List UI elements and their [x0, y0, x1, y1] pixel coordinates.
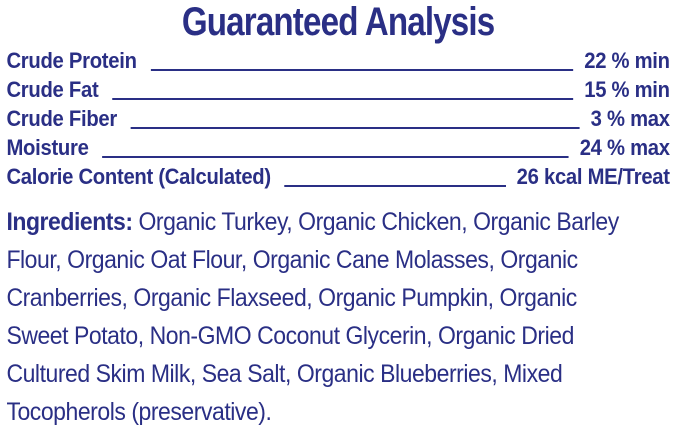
- analysis-row-value: 26 kcal ME/Treat: [516, 164, 670, 189]
- ingredients-line: Cultured Skim Milk, Sea Salt, Organic Blueberries, Mixed: [6, 360, 563, 388]
- ingredients-line: Cranberries, Organic Flaxseed, Organic Pumpkin, Organic: [6, 284, 577, 312]
- analysis-row-value: 24 % max: [579, 135, 670, 160]
- analysis-row-label: Moisture: [6, 135, 89, 160]
- ingredients-line: Flour, Organic Oat Flour, Organic Cane Molasses, Organic: [6, 246, 578, 274]
- leader-line: [150, 69, 573, 71]
- analysis-row-label: Crude Fat: [6, 77, 99, 102]
- analysis-row-crude-fat: [6, 74, 669, 103]
- leader-line: [285, 185, 506, 187]
- analysis-row-crude-fiber: [6, 103, 669, 132]
- analysis-row-value: 15 % min: [584, 77, 670, 102]
- ingredients-line: Sweet Potato, Non-GMO Coconut Glycerin, Organic Dried: [6, 322, 574, 350]
- analysis-row-calorie-content: [6, 161, 669, 190]
- ingredients-section: [6, 203, 669, 428]
- analysis-row-label: Crude Protein: [6, 48, 137, 73]
- ingredients-line: Tocopherols (preservative).: [6, 398, 272, 426]
- ingredients-text: Organic Turkey, Organic Chicken, Organic Barley: [138, 208, 619, 236]
- panel-title: Guaranteed Analysis: [181, 0, 495, 44]
- analysis-row-value: 3 % max: [590, 106, 670, 131]
- analysis-row-label: Crude Fiber: [6, 106, 117, 131]
- leader-line: [102, 156, 568, 158]
- analysis-row-label: Calorie Content (Calculated): [6, 164, 271, 189]
- analysis-row-crude-protein: [6, 45, 669, 74]
- analysis-table: [6, 45, 669, 190]
- leader-line: [131, 127, 580, 129]
- ingredients-label: Ingredients:: [6, 208, 133, 236]
- leader-line: [112, 98, 573, 100]
- analysis-row-value: 22 % min: [584, 48, 670, 73]
- analysis-row-moisture: [6, 132, 669, 161]
- ingredients-line: [6, 203, 669, 241]
